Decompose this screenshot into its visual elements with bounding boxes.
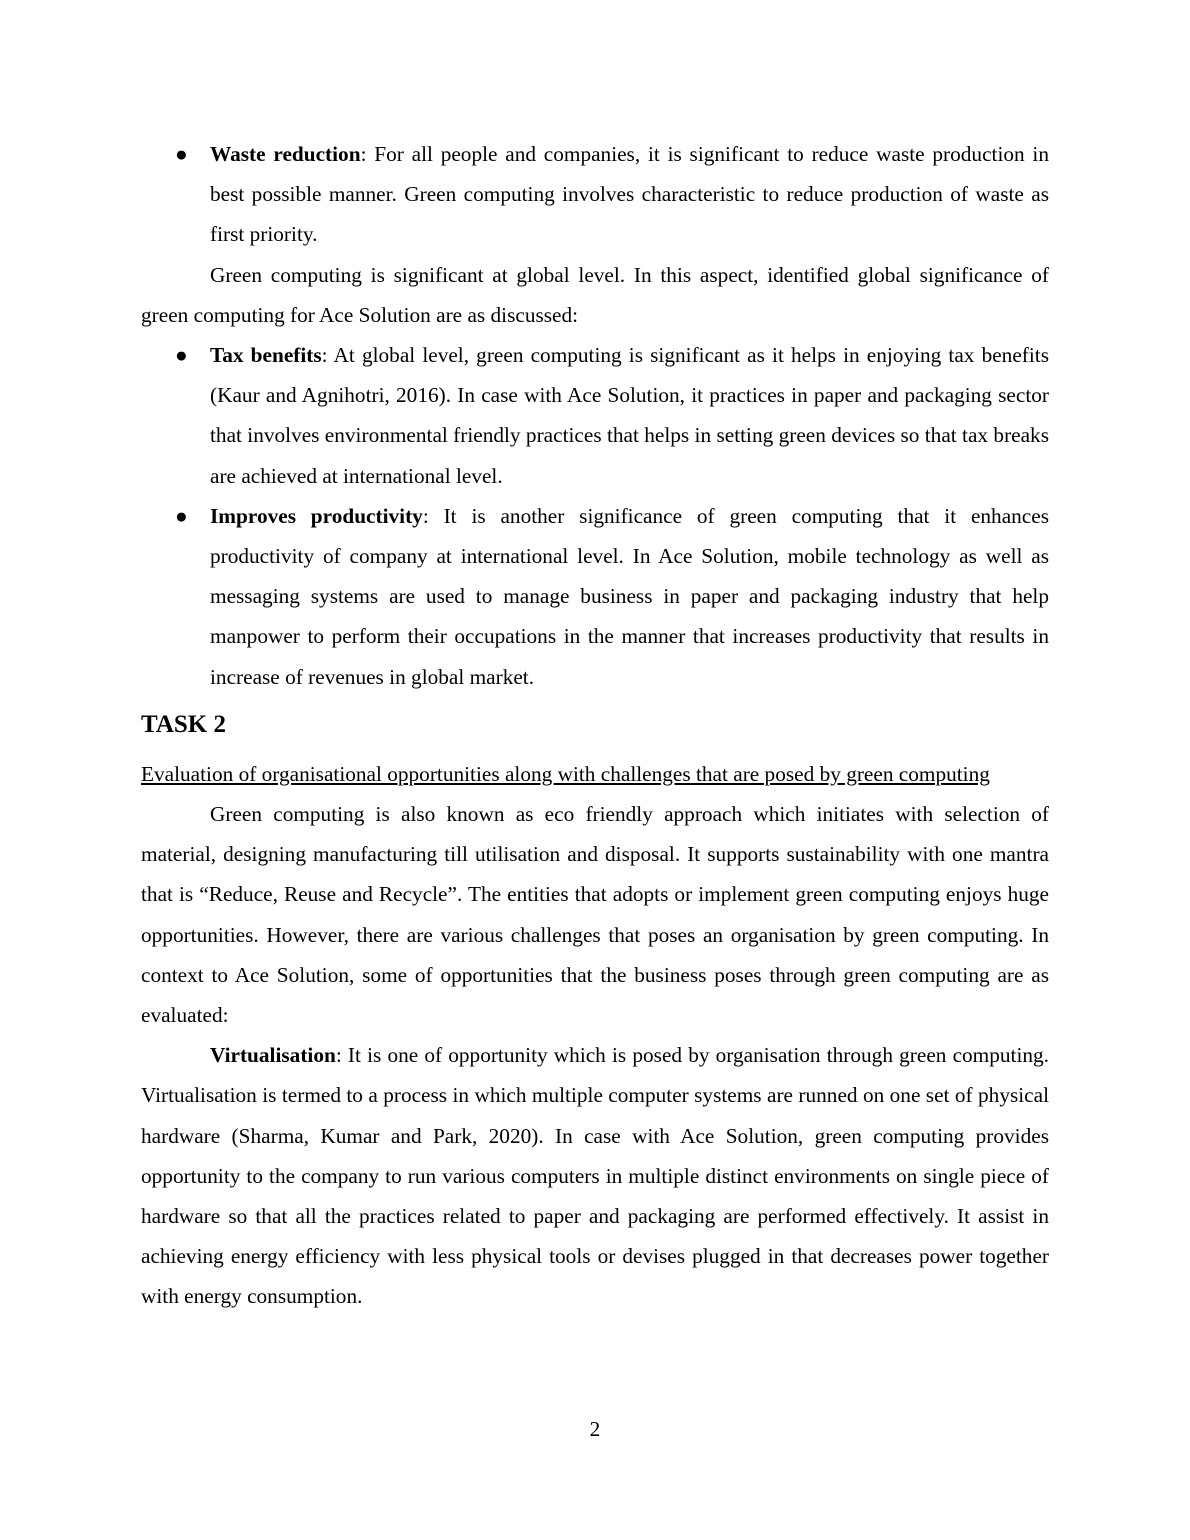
virtualisation-term: Virtualisation [210, 1043, 336, 1068]
document-body [141, 134, 1049, 1317]
paragraph-virtualisation [141, 1035, 1049, 1316]
paragraph-intro: Green computing is also known as eco friendly approach which initiates with selection of material, designing manufacturing till utilisation and disposal. It supports sustainability with one mantra that is “Reduce, Reuse and Recycle”. The entities that adopts or implement green computing enjoys huge opportunities. However, there are various challenges that poses an organisation by green computing. In context to Ace Solution, some of opportunities that the business poses through green computing are as evaluated: [141, 802, 1049, 1028]
bullet-term: Waste reduction [210, 142, 361, 166]
bullet-text: : At global level, green computing is significant as it helps in enjoying tax benefits (Kaur and Agnihotri, 2016). In case with Ace Solution, it practices in paper and packaging sector that involves environmental friendly practices that helps in setting green devices so that tax breaks are achieved at international level. [210, 343, 1049, 488]
bullet-term: Tax benefits [210, 343, 322, 368]
task-heading: TASK 2 [141, 710, 226, 738]
bullet-tax-benefits [141, 335, 1049, 496]
bullet-term: Improves productivity [210, 503, 423, 528]
bullet-icon: ● [175, 142, 188, 166]
bullet-icon: ● [175, 343, 188, 368]
section-subheading: Evaluation of organisational opportunities along with challenges that are posed by green computing [141, 761, 990, 786]
paragraph-global-significance: Green computing is significant at global level. In this aspect, identified global significance of green computing for Ace Solution are as discussed: [141, 262, 1049, 327]
virtualisation-text: : It is one of opportunity which is posed by organisation through green computing. Virtualisation is termed to a process in which multiple computer systems are runned on one set of physical hardware (Sharma, Kumar and Park, 2020). In case with Ace Solution, green computing provides opportunity to the company to run various computers in multiple distinct environments on single piece of hardware so that all the practices related to paper and packaging are performed effectively. It assist in achieving energy efficiency with less physical tools or devises plugged in that decreases power together with energy consumption. [141, 1043, 1049, 1309]
bullet-improves-productivity [141, 496, 1049, 697]
page-number: 2 [589, 1417, 601, 1441]
bullet-list-global [141, 335, 1049, 697]
bullet-text: : It is another significance of green computing that it enhances productivity of company at international level. In Ace Solution, mobile technology as well as messaging systems are used to manage business in paper and packaging industry that help manpower to perform their occupations in the manner that increases productivity that results in increase of revenues in global market. [210, 503, 1050, 689]
bullet-icon: ● [175, 503, 188, 528]
bullet-list-waste [141, 134, 1049, 255]
bullet-waste-reduction [141, 134, 1049, 255]
bullet-text: : For all people and companies, it is significant to reduce waste production in best possible manner. Green computing involves characteristic to reduce production of waste as first priority. [210, 142, 1050, 247]
